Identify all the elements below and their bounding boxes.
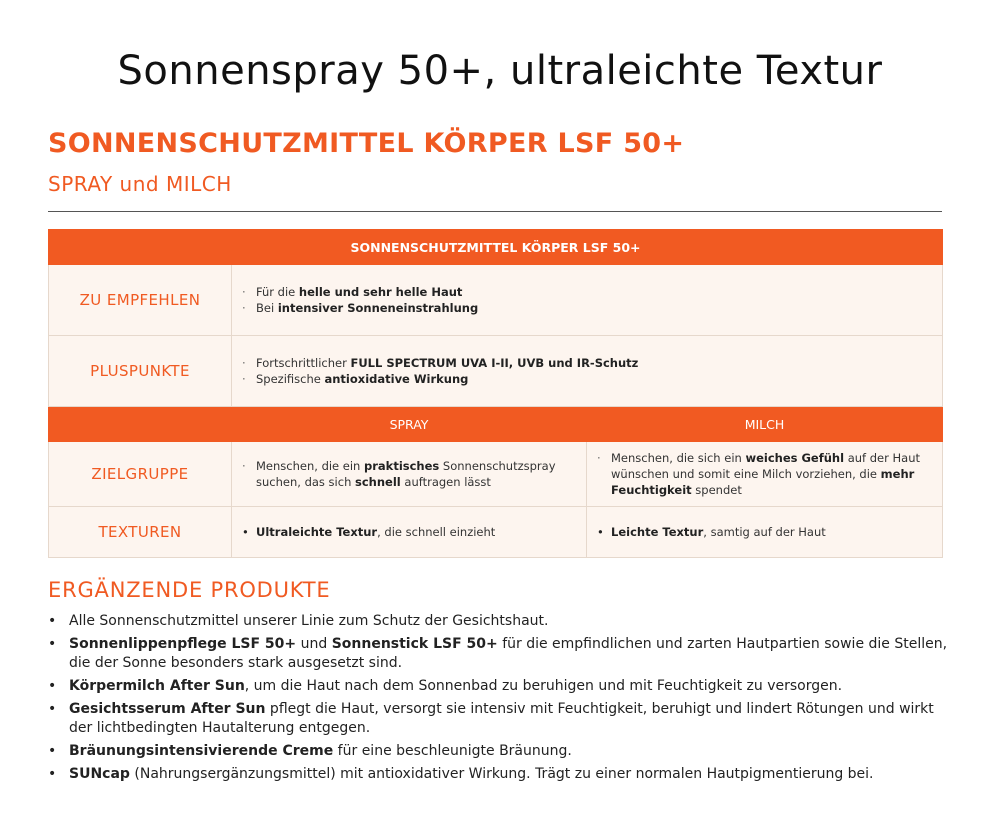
- list-item: • Leichte Textur, samtig auf der Haut: [597, 524, 928, 540]
- list-item: · Für die helle und sehr helle Haut: [242, 284, 928, 300]
- table-row-pluspunkte: [49, 336, 943, 407]
- document-heading: SONNENSCHUTZMITTEL KÖRPER LSF 50+: [48, 128, 685, 159]
- divider: [48, 211, 942, 212]
- comparison-table: [48, 229, 943, 558]
- list-item: • SUNcap (Nahrungsergänzungsmittel) mit antioxidativer Wirkung. Trägt zu einer normalen Hautpigmentierung bei.: [48, 765, 948, 784]
- list-item: · Spezifische antioxidative Wirkung: [242, 371, 928, 387]
- row-label-texturen: TEXTUREN: [49, 507, 232, 558]
- row-label-zielgruppe: ZIELGRUPPE: [49, 442, 232, 507]
- row-label-empfehlen: ZU EMPFEHLEN: [49, 265, 232, 336]
- table-row-empfehlen: [49, 265, 943, 336]
- table-header: SONNENSCHUTZMITTEL KÖRPER LSF 50+: [49, 230, 943, 265]
- list-item: • Sonnenlippenpflege LSF 50+ und Sonnenstick LSF 50+ für die empfindlichen und zarten Hautpartien sowie die Stellen, die der Sonne besonders stark ausgesetzt sind.: [48, 635, 948, 673]
- list-item: • Alle Sonnenschutzmittel unserer Linie zum Schutz der Gesichtshaut.: [48, 612, 948, 631]
- table-row-texturen: [49, 507, 943, 558]
- list-item: · Menschen, die ein praktisches Sonnenschutzspray suchen, das sich schnell auftragen lässt: [242, 458, 572, 490]
- page-title: Sonnenspray 50+, ultraleichte Textur: [117, 48, 883, 94]
- table-row-zielgruppe: [49, 442, 943, 507]
- document-subheading: SPRAY und MILCH: [48, 172, 232, 196]
- table-header-row: [49, 230, 943, 265]
- column-header-blank: [49, 407, 232, 442]
- extra-products-list: [48, 612, 948, 788]
- list-item: • Gesichtsserum After Sun pflegt die Haut, versorgt sie intensiv mit Feuchtigkeit, beruhigt und lindert Rötungen und wirkt der lichtbedingten Hautalterung entgegen.: [48, 700, 948, 738]
- list-item: • Ultraleichte Textur, die schnell einzieht: [242, 524, 572, 540]
- list-item: • Bräunungsintensivierende Creme für eine beschleunigte Bräunung.: [48, 742, 948, 761]
- column-header-spray: SPRAY: [232, 407, 587, 442]
- row-content-empfehlen: [232, 265, 943, 336]
- list-item: · Fortschrittlicher FULL SPECTRUM UVA I-II, UVB und IR-Schutz: [242, 355, 928, 371]
- extra-products-heading: ERGÄNZENDE PRODUKTE: [48, 578, 331, 602]
- column-header-row: [49, 407, 943, 442]
- column-header-milch: MILCH: [587, 407, 943, 442]
- texturen-spray-cell: [232, 507, 587, 558]
- zielgruppe-spray-cell: [232, 442, 587, 507]
- list-item: • Körpermilch After Sun, um die Haut nach dem Sonnenbad zu beruhigen und mit Feuchtigkeit zu versorgen.: [48, 677, 948, 696]
- list-item: · Menschen, die sich ein weiches Gefühl auf der Haut wünschen und somit eine Milch vorziehen, die mehr Feuchtigkeit spendet: [597, 450, 928, 498]
- zielgruppe-milch-cell: [587, 442, 943, 507]
- row-content-pluspunkte: [232, 336, 943, 407]
- list-item: · Bei intensiver Sonneneinstrahlung: [242, 300, 928, 316]
- texturen-milch-cell: [587, 507, 943, 558]
- row-label-pluspunkte: PLUSPUNKTE: [49, 336, 232, 407]
